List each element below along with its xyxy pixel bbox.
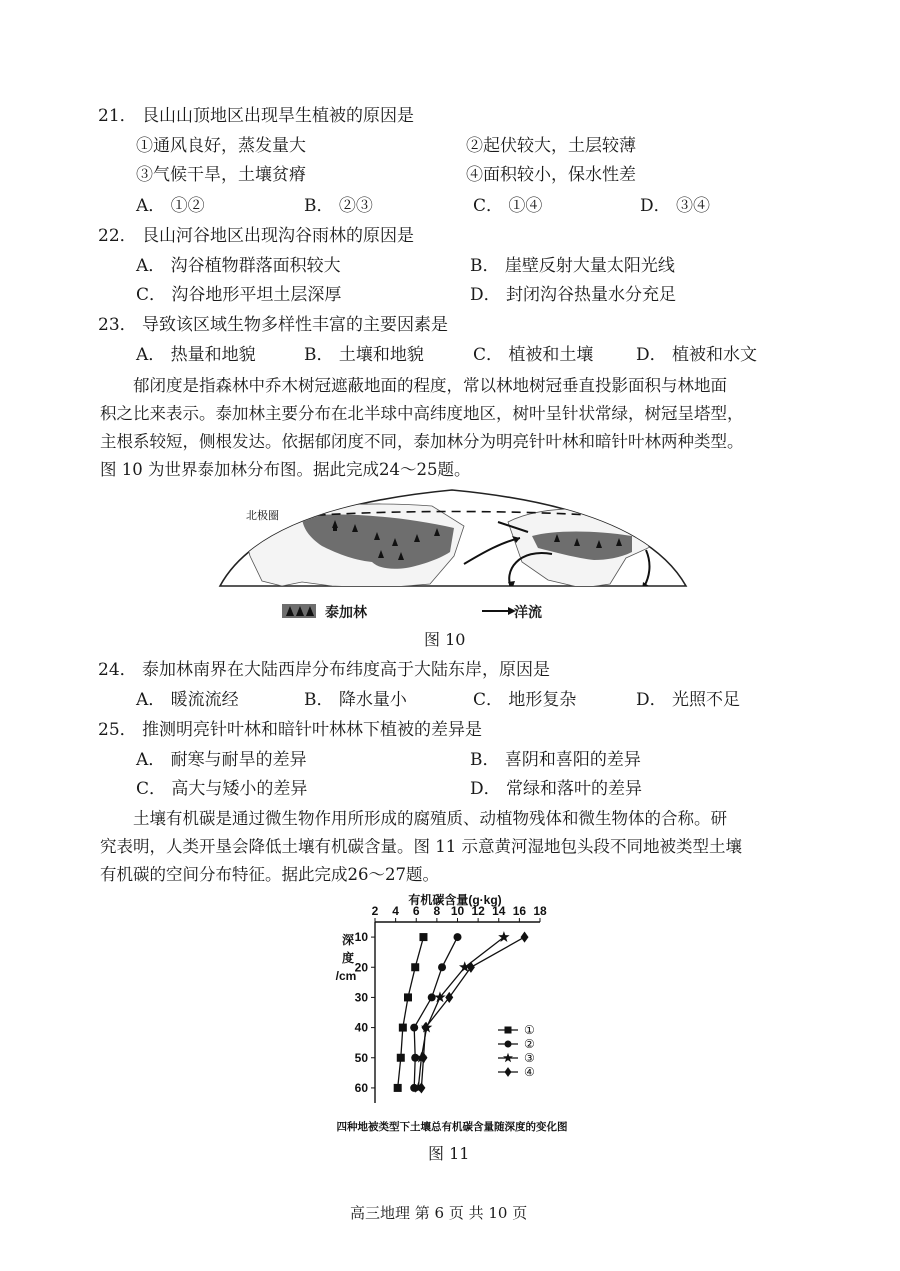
passage-taiga-line-2: 积之比来表示。泰加林主要分布在北半球中高纬度地区，树叶呈针状常绿，树冠呈塔型， xyxy=(100,404,744,423)
chart-y-axis-title-3: /cm xyxy=(335,969,357,983)
question-23-stem: 23． 导致该区域生物多样性丰富的主要因素是 xyxy=(98,315,449,335)
passage-taiga xyxy=(100,372,802,484)
chart-point-series-2 xyxy=(438,963,446,971)
chart-x-tick-label: 8 xyxy=(433,904,441,918)
question-25-option-c: C． 高大与矮小的差异 xyxy=(136,779,308,799)
question-21-option-d: D． ③④ xyxy=(640,196,711,216)
chart-y-tick-label: 50 xyxy=(354,1050,368,1065)
question-24-option-c: C． 地形复杂 xyxy=(473,690,577,710)
chart-legend-label: ④ xyxy=(524,1065,535,1079)
question-21-option-c: C． ①④ xyxy=(473,196,543,216)
chart-point-series-1 xyxy=(411,963,419,971)
question-21-statement-3: ③气候干旱，土壤贫瘠 xyxy=(136,165,306,185)
question-25-option-a: A． 耐寒与耐旱的差异 xyxy=(136,750,307,770)
chart-legend-label: ③ xyxy=(524,1051,535,1065)
chart-legend-marker xyxy=(503,1053,513,1063)
chart-title: 四种地被类型下土壤总有机碳含量随深度的变化图 xyxy=(336,1121,568,1133)
passage-taiga-line-3: 主根系较短，侧根发达。依据郁闭度不同，泰加林分为明亮针叶林和暗针叶林两种类型。 xyxy=(100,432,744,451)
passage-taiga-line-4: 图 10 为世界泰加林分布图。据此完成24～25题。 xyxy=(100,460,471,479)
chart-point-series-1 xyxy=(394,1084,402,1092)
chart-legend-label: ① xyxy=(524,1023,535,1037)
passage-soil-line-1: 土壤有机碳是通过微生物作用所形成的腐殖质、动植物残体和微生物体的合称。研 xyxy=(133,809,727,828)
chart-y-tick-label: 60 xyxy=(354,1080,368,1095)
question-22-option-c: C． 沟谷地形平坦土层深厚 xyxy=(136,285,342,305)
taiga-distribution-map xyxy=(202,486,702,621)
chart-series-line-3 xyxy=(418,937,504,1088)
question-21-option-a: A． ①② xyxy=(136,196,205,216)
figure-11-caption: 图 11 xyxy=(428,1144,470,1163)
chart-y-tick-label: 20 xyxy=(354,960,368,975)
chart-legend-marker xyxy=(505,1067,512,1077)
figure-10-caption: 图 10 xyxy=(424,630,466,649)
chart-y-tick-label: 10 xyxy=(354,930,368,945)
chart-point-series-1 xyxy=(397,1054,405,1062)
question-24-option-d: D． 光照不足 xyxy=(636,690,741,710)
chart-x-tick-label: 12 xyxy=(471,904,485,918)
arctic-circle-label: 北极圈 xyxy=(246,510,279,522)
chart-x-tick-label: 4 xyxy=(392,904,399,918)
question-23-option-a: A． 热量和地貌 xyxy=(136,345,256,365)
passage-soil-line-2: 究表明，人类开垦会降低土壤有机碳含量。图 11 示意黄河湿地包头段不同地被类型土壤 xyxy=(100,837,742,856)
chart-legend-marker xyxy=(505,1027,512,1034)
chart-y-tick-label: 30 xyxy=(354,990,368,1005)
question-23-option-d: D． 植被和水文 xyxy=(636,345,758,365)
chart-point-series-2 xyxy=(410,1024,418,1032)
chart-y-tick-label: 40 xyxy=(354,1020,368,1035)
chart-x-tick-label: 10 xyxy=(450,904,465,918)
question-21-stem: 21． 艮山山顶地区出现旱生植被的原因是 xyxy=(98,106,415,126)
chart-point-series-2 xyxy=(428,993,436,1001)
question-21-statement-1: ①通风良好，蒸发量大 xyxy=(136,136,306,156)
chart-x-tick-label: 2 xyxy=(371,904,379,918)
chart-y-axis-title-2: 度 xyxy=(341,951,355,965)
map-legend-taiga-icon xyxy=(282,602,322,620)
question-25-option-b: B． 喜阴和喜阳的差异 xyxy=(470,750,641,770)
chart-legend-marker xyxy=(505,1041,512,1048)
soil-carbon-chart xyxy=(320,888,620,1138)
question-25-option-d: D． 常绿和落叶的差异 xyxy=(470,779,643,799)
question-22-stem: 22． 艮山河谷地区出现沟谷雨林的原因是 xyxy=(98,226,415,246)
legend-taiga-label: 泰加林 xyxy=(325,604,367,620)
chart-point-series-1 xyxy=(404,993,412,1001)
question-23-option-b: B． 土壤和地貌 xyxy=(304,345,424,365)
question-22-option-d: D． 封闭沟谷热量水分充足 xyxy=(470,285,677,305)
chart-series-line-4 xyxy=(421,937,524,1088)
question-25-stem: 25． 推测明亮针叶林和暗针叶林林下植被的差异是 xyxy=(98,720,483,740)
chart-point-series-1 xyxy=(399,1024,407,1032)
chart-x-tick-label: 14 xyxy=(492,904,506,918)
question-21-statement-2: ②起伏较大，土层较薄 xyxy=(466,136,636,156)
chart-series-line-1 xyxy=(398,937,424,1088)
passage-soil-carbon xyxy=(100,805,802,889)
chart-y-axis-title-1: 深 xyxy=(341,933,355,947)
chart-point-series-4 xyxy=(521,931,529,942)
passage-soil-line-3: 有机碳的空间分布特征。据此完成26～27题。 xyxy=(100,865,439,884)
chart-x-tick-label: 16 xyxy=(512,904,527,918)
question-22-option-b: B． 崖壁反射大量太阳光线 xyxy=(470,256,675,276)
question-24-stem: 24． 泰加林南界在大陆西岸分布纬度高于大陆东岸，原因是 xyxy=(98,660,551,680)
chart-x-tick-label: 18 xyxy=(533,904,547,918)
legend-current-label: 洋流 xyxy=(514,604,542,620)
chart-point-series-1 xyxy=(419,933,427,941)
question-21-option-b: B． ②③ xyxy=(304,196,373,216)
chart-point-series-2 xyxy=(411,1054,419,1062)
question-21-statement-4: ④面积较小，保水性差 xyxy=(466,165,636,185)
chart-x-tick-label: 6 xyxy=(412,904,420,918)
greenland-landmass xyxy=(602,496,642,520)
passage-taiga-line-1: 郁闭度是指森林中乔木树冠遮蔽地面的程度，常以林地树冠垂直投影面积与林地面 xyxy=(133,376,727,395)
question-24-option-b: B． 降水量小 xyxy=(304,690,407,710)
question-22-option-a: A． 沟谷植物群落面积较大 xyxy=(136,256,341,276)
chart-legend-label: ② xyxy=(524,1037,535,1051)
question-24-option-a: A． 暖流流经 xyxy=(136,690,239,710)
question-23-option-c: C． 植被和土壤 xyxy=(473,345,594,365)
page-footer: 高三地理 第 6 页 共 10 页 xyxy=(350,1204,528,1222)
chart-point-series-2 xyxy=(454,933,462,941)
chart-x-axis-title: 有机碳含量(g·kg) xyxy=(408,893,502,907)
